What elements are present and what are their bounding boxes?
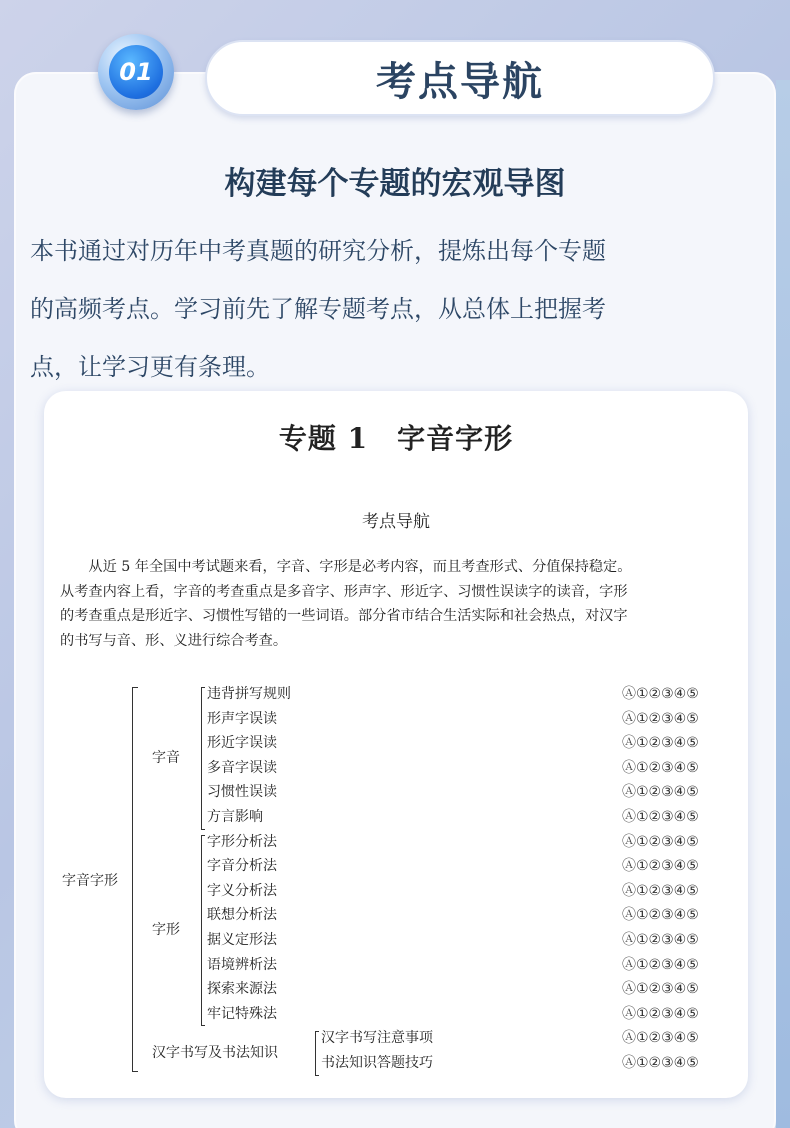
right-edge-strip (776, 80, 790, 1128)
paragraph-line: 从近 5 年全国中考试题来看，字音、字形是必考内容，而且考查形式、分值保持稳定。 (88, 559, 632, 575)
answer-marks: Ⓐ①②③④⑤ (622, 784, 699, 801)
section-title: 考点导航 (205, 40, 715, 116)
book-page-preview (44, 391, 748, 1098)
answer-marks: Ⓐ①②③④⑤ (622, 1055, 699, 1071)
intro-line: 点，让学习更有条理。 (30, 353, 270, 381)
tree-item: 违背拼写规则 (207, 686, 291, 702)
group-brace-bottom (315, 1075, 319, 1076)
group-brace-bottom (201, 1025, 205, 1026)
answer-marks: Ⓐ①②③④⑤ (622, 833, 699, 850)
tree-item: 习惯性误读 (207, 784, 277, 801)
tree-item: 字音分析法 (207, 858, 277, 875)
paragraph-line: 的书写与音、形、义进行综合考查。 (60, 632, 288, 649)
chapter-subtitle: 考点导航 (362, 512, 430, 532)
intro-text (30, 222, 760, 396)
answer-marks: Ⓐ①②③④⑤ (622, 858, 699, 875)
tree-group-label: 字音 (152, 749, 180, 766)
tree-group-label: 汉字书写及书法知识 (152, 1045, 278, 1061)
intro-line: 的高频考点。学习前先了解专题考点，从总体上把握考 (30, 295, 606, 323)
answer-marks: Ⓐ①②③④⑤ (622, 686, 699, 702)
tree-group-label: 字形 (152, 922, 180, 938)
group-brace-bottom (201, 829, 205, 830)
tree-item: 探索来源法 (207, 981, 277, 998)
group-brace-top (201, 835, 205, 836)
chapter-title: 专题 1 字音字形 (278, 422, 514, 455)
group-brace-top (201, 687, 205, 688)
group-brace (201, 687, 202, 829)
paragraph-line: 从考查内容上看，字音的考查重点是多音字、形声字、形近字、习惯性误读字的读音，字形 (60, 583, 628, 600)
tree-item: 牢记特殊法 (207, 1005, 277, 1022)
tree-item: 字形分析法 (207, 833, 277, 850)
root-brace-bottom (132, 1071, 138, 1072)
answer-marks: Ⓐ①②③④⑤ (622, 809, 699, 825)
tree-item: 字义分析法 (207, 882, 277, 899)
tree-root-label: 字音字形 (62, 873, 118, 889)
tree-item: 据义定形法 (207, 932, 277, 948)
answer-marks: Ⓐ①②③④⑤ (622, 735, 699, 752)
answer-marks: Ⓐ①②③④⑤ (622, 981, 699, 998)
section-number: 01 (109, 45, 163, 99)
answer-marks: Ⓐ①②③④⑤ (622, 956, 699, 973)
answer-marks: Ⓐ①②③④⑤ (622, 1005, 699, 1022)
root-brace-top (132, 687, 138, 688)
group-brace (201, 835, 202, 1026)
page-subtitle: 构建每个专题的宏观导图 (224, 166, 566, 202)
group-brace (315, 1031, 316, 1074)
group-brace-top (315, 1031, 319, 1032)
tree-item: 方言影响 (207, 809, 263, 825)
section-number-badge (98, 34, 174, 110)
answer-marks: Ⓐ①②③④⑤ (622, 710, 699, 727)
answer-marks: Ⓐ①②③④⑤ (622, 882, 699, 899)
tree-item: 联想分析法 (207, 907, 277, 924)
root-brace (132, 687, 133, 1071)
tree-item: 形声字误读 (207, 710, 277, 727)
tree-item: 语境辨析法 (207, 956, 277, 973)
answer-marks: Ⓐ①②③④⑤ (622, 759, 699, 776)
answer-marks: Ⓐ①②③④⑤ (622, 932, 699, 948)
intro-line: 本书通过对历年中考真题的研究分析，提炼出每个专题 (30, 237, 606, 265)
tree-item: 书法知识答题技巧 (321, 1055, 433, 1071)
tree-item: 多音字误读 (207, 759, 277, 776)
tree-item: 汉字书写注意事项 (321, 1030, 433, 1047)
paragraph-line: 的考查重点是形近字、习惯性写错的一些词语。部分省市结合生活实际和社会热点，对汉字 (60, 608, 628, 624)
chapter-paragraph (60, 555, 736, 653)
answer-marks: Ⓐ①②③④⑤ (622, 907, 699, 924)
tree-item: 形近字误读 (207, 735, 277, 752)
answer-marks: Ⓐ①②③④⑤ (622, 1030, 699, 1047)
